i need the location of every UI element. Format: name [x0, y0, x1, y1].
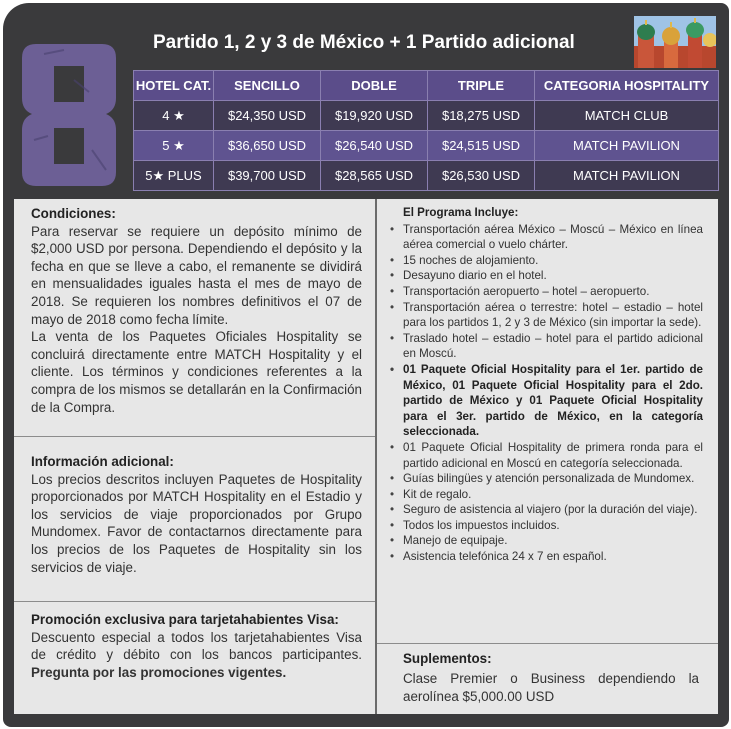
page-title: Partido 1, 2 y 3 de México + 1 Partido adicional — [153, 32, 575, 53]
condiciones-paragraph-1: Para reservar se requiere un depósito mínimo de $2,000 USD por persona. Dependiendo el depósito y la fecha en que se lleve a cabo, el remanente se dividirá en mensualidades iguales hasta el mes de mayo de 2018. Se requieren los nombres definitivos el 07 de mayo de 2018 como fecha límite. — [31, 223, 362, 327]
promocion-text: Descuento especial a todos los tarjetahabientes Visa de crédito y débito con los bancos participantes. — [31, 629, 362, 663]
col-header-triple: TRIPLE — [428, 71, 535, 101]
informacion-heading: Información adicional: — [31, 454, 174, 469]
list-item: • Guías bilingües y atención personalizada de Mundomex. — [389, 471, 703, 487]
table-row — [134, 161, 719, 191]
table-row — [134, 101, 719, 131]
column-divider — [375, 199, 377, 714]
col-header-hotel-cat: HOTEL CAT. — [134, 71, 214, 101]
cell-sencillo: $36,650 USD — [214, 131, 321, 161]
cell-categoria: MATCH PAVILION — [535, 161, 719, 191]
suplementos-text: Clase Premier o Business dependiendo la aerolínea $5,000.00 USD — [403, 671, 699, 704]
list-item: • Traslado hotel – estadio – hotel para el partido adicional en Moscú. — [389, 331, 703, 362]
price-table-header — [134, 71, 719, 101]
price-table — [133, 70, 719, 191]
cell-categoria: MATCH PAVILION — [535, 131, 719, 161]
condiciones-heading: Condiciones: — [31, 206, 116, 221]
st-basil-cathedral-image — [634, 16, 716, 68]
cell-triple: $18,275 USD — [428, 101, 535, 131]
col-header-doble: DOBLE — [321, 71, 428, 101]
suplementos-section — [389, 650, 699, 706]
col-header-sencillo: SENCILLO — [214, 71, 321, 101]
programa-list — [389, 222, 703, 565]
cell-hotel-cat: 5★ PLUS — [134, 161, 214, 191]
promocion-heading: Promoción exclusiva para tarjetahabientes Visa: — [31, 612, 339, 627]
cell-doble: $26,540 USD — [321, 131, 428, 161]
list-item: • Transportación aérea México – Moscú – México en línea aérea comercial o vuelo chárter. — [389, 222, 703, 253]
suplementos-heading: Suplementos: — [403, 651, 492, 666]
programa-heading: El Programa Incluye: — [403, 206, 519, 219]
programa-section — [389, 205, 703, 565]
list-item: • Transportación aérea o terrestre: hotel – estadio – hotel para los partidos 1, 2 y 3 de México (sin importar la sede). — [389, 300, 703, 331]
list-item: • Manejo de equipaje. — [389, 533, 703, 549]
list-item: • Desayuno diario en el hotel. — [389, 268, 703, 284]
cell-doble: $28,565 USD — [321, 161, 428, 191]
cell-hotel-cat: 5 ★ — [134, 131, 214, 161]
cell-doble: $19,920 USD — [321, 101, 428, 131]
condiciones-paragraph-2: La venta de los Paquetes Oficiales Hospitality se concluirá directamente entre MATCH Hospitality y el cliente. Los términos y condiciones referentes a la compra de los mismos se detallarán en la Confirmación de la Compra. — [31, 329, 362, 415]
informacion-section — [31, 453, 362, 576]
informacion-text: Los precios descritos incluyen Paquetes de Hospitality proporcionados por MATCH Hospitality en el Estadio y los servicios de viaje proporcionados por Grupo Mundomex. Favor de contactarnos directamente para los precios de los Paquetes de Hospitality sin los servicios de viaje. — [31, 471, 362, 575]
promocion-cta: Pregunta por las promociones vigentes. — [31, 664, 287, 680]
list-item: • 15 noches de alojamiento. — [389, 253, 703, 269]
section-divider — [14, 601, 375, 602]
package-number-8 — [14, 40, 124, 190]
cell-sencillo: $24,350 USD — [214, 101, 321, 131]
col-header-categoria: CATEGORIA HOSPITALITY — [535, 71, 719, 101]
cell-categoria: MATCH CLUB — [535, 101, 719, 131]
table-row — [134, 131, 719, 161]
list-item: • 01 Paquete Oficial Hospitality de primera ronda para el partido adicional en Moscú en categoría seleccionada. — [389, 440, 703, 471]
condiciones-section — [31, 205, 362, 416]
section-divider — [14, 436, 375, 437]
section-divider — [377, 643, 718, 644]
promocion-section — [31, 611, 362, 681]
cell-triple: $24,515 USD — [428, 131, 535, 161]
list-item: • Kit de regalo. — [389, 487, 703, 503]
list-item: • Todos los impuestos incluidos. — [389, 518, 703, 534]
list-item: • Asistencia telefónica 24 x 7 en español. — [389, 549, 703, 565]
cell-hotel-cat: 4 ★ — [134, 101, 214, 131]
list-item: • Transportación aeropuerto – hotel – aeropuerto. — [389, 284, 703, 300]
promocion-text-wrap — [31, 629, 362, 682]
list-item: • Seguro de asistencia al viajero (por la duración del viaje). — [389, 502, 703, 518]
cell-triple: $26,530 USD — [428, 161, 535, 191]
cell-sencillo: $39,700 USD — [214, 161, 321, 191]
list-item: • 01 Paquete Oficial Hospitality para el 1er. partido de México, 01 Paquete Oficial Hospitality para el 2do. partido de México y 01 Paquete Oficial Hospitality para el 3er. partido de México, en la categoría seleccionada. — [389, 362, 703, 440]
